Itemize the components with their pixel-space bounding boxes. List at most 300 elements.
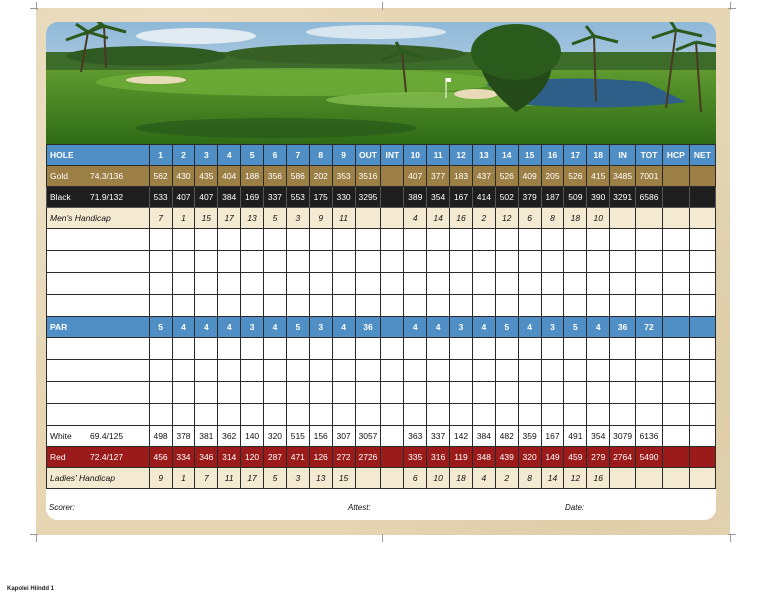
hole-number: TOT [636,145,663,166]
score-entry-cell[interactable] [587,295,610,317]
score-entry-cell[interactable] [381,295,404,317]
white-yardage-cell: 167 [541,426,564,447]
score-entry-cell[interactable] [518,404,541,426]
score-entry-cell[interactable] [149,404,172,426]
mens_hcp-cell: 16 [450,208,473,229]
white-tee-label [47,426,150,447]
score-entry-cell[interactable] [381,251,404,273]
white-yardage-cell: 381 [195,426,218,447]
score-entry-cell[interactable] [662,382,689,404]
score-entry-cell[interactable] [610,360,636,382]
score-entry-row [47,382,716,404]
score-entry-cell[interactable] [404,273,427,295]
ladies_hcp-cell: 5 [264,468,287,489]
mens_hcp-cell: 15 [195,208,218,229]
score-entry-cell[interactable] [332,382,355,404]
score-entry-cell[interactable] [264,229,287,251]
score-entry-cell[interactable] [241,360,264,382]
score-entry-cell[interactable] [381,360,404,382]
gold-yardage-cell: 3485 [610,166,636,187]
score-entry-cell[interactable] [427,360,450,382]
score-entry-cell[interactable] [309,382,332,404]
par-cell: 72 [636,317,663,338]
hole-number: HCP [662,145,689,166]
score-entry-cell[interactable] [195,382,218,404]
score-entry-cell[interactable] [427,251,450,273]
score-entry-cell[interactable] [541,404,564,426]
score-entry-cell[interactable] [264,338,287,360]
score-entry-cell[interactable] [472,360,495,382]
score-entry-cell[interactable] [149,338,172,360]
score-entry-cell[interactable] [218,404,241,426]
score-entry-cell[interactable] [355,382,381,404]
score-entry-cell[interactable] [47,273,150,295]
score-entry-cell[interactable] [149,251,172,273]
mens_hcp-cell: 13 [241,208,264,229]
score-entry-cell[interactable] [264,382,287,404]
score-entry-cell[interactable] [332,229,355,251]
gold-yardage-cell: 205 [541,166,564,187]
score-entry-cell[interactable] [541,382,564,404]
score-entry-cell[interactable] [195,338,218,360]
score-entry-cell[interactable] [172,295,195,317]
score-entry-cell[interactable] [564,360,587,382]
score-entry-cell[interactable] [218,382,241,404]
score-entry-cell[interactable] [241,229,264,251]
score-entry-cell[interactable] [404,295,427,317]
score-entry-cell[interactable] [610,295,636,317]
score-entry-cell[interactable] [450,251,473,273]
white-yardage-cell: 3079 [610,426,636,447]
score-entry-cell[interactable] [218,229,241,251]
white-course-rating: 69.4/125 [90,431,124,441]
score-entry-cell[interactable] [518,360,541,382]
score-entry-cell[interactable] [541,251,564,273]
score-entry-cell[interactable] [518,229,541,251]
black-yardage-cell [381,187,404,208]
score-entry-cell[interactable] [427,404,450,426]
score-entry-cell[interactable] [564,338,587,360]
score-entry-cell[interactable] [264,295,287,317]
par-cell: 3 [450,317,473,338]
score-entry-cell[interactable] [381,338,404,360]
score-entry-cell[interactable] [404,338,427,360]
gold-yardage-cell: 409 [518,166,541,187]
score-entry-cell[interactable] [172,382,195,404]
black-yardage-cell: 384 [218,187,241,208]
score-entry-cell[interactable] [427,382,450,404]
crop-mark [730,534,731,542]
score-entry-cell[interactable] [264,273,287,295]
score-entry-cell[interactable] [472,251,495,273]
ladies_hcp-cell: 17 [241,468,264,489]
white-tee-row [47,426,716,447]
white-yardage-cell: 142 [450,426,473,447]
score-entry-cell[interactable] [309,404,332,426]
score-entry-cell[interactable] [286,404,309,426]
hole-number: 13 [472,145,495,166]
par-cell: 4 [472,317,495,338]
score-entry-cell[interactable] [309,295,332,317]
score-entry-cell[interactable] [472,382,495,404]
crop-mark [36,534,37,542]
white-yardage-cell: 362 [218,426,241,447]
black-yardage-cell: 337 [264,187,287,208]
mens_hcp-cell: 3 [286,208,309,229]
score-entry-cell[interactable] [472,295,495,317]
score-entry-cell[interactable] [662,273,689,295]
score-entry-cell[interactable] [218,360,241,382]
white-yardage-cell: 491 [564,426,587,447]
red-course-rating: 72.4/127 [90,452,124,462]
crop-mark [382,534,383,542]
signature-row [46,497,716,520]
score-entry-cell[interactable] [286,360,309,382]
score-entry-cell[interactable] [662,360,689,382]
score-entry-cell[interactable] [450,295,473,317]
score-entry-cell[interactable] [472,338,495,360]
score-entry-cell[interactable] [450,382,473,404]
score-entry-cell[interactable] [636,360,663,382]
score-entry-cell[interactable] [309,338,332,360]
score-entry-cell[interactable] [47,338,150,360]
white-yardage-cell: 384 [472,426,495,447]
mens_hcp-cell [610,208,636,229]
score-entry-cell[interactable] [427,273,450,295]
score-entry-cell[interactable] [518,251,541,273]
black-yardage-cell: 169 [241,187,264,208]
score-entry-cell[interactable] [472,273,495,295]
score-entry-cell[interactable] [195,295,218,317]
hole-header-row [47,145,716,166]
score-entry-cell[interactable] [332,360,355,382]
score-entry-cell[interactable] [587,273,610,295]
score-entry-cell[interactable] [472,404,495,426]
hole-number: 9 [332,145,355,166]
score-entry-cell[interactable] [495,229,518,251]
crop-mark [382,2,383,10]
score-entry-row [47,338,716,360]
white-yardage-cell: 3057 [355,426,381,447]
mens_hcp-cell: 8 [541,208,564,229]
score-entry-cell[interactable] [610,338,636,360]
score-entry-cell[interactable] [662,295,689,317]
score-entry-cell[interactable] [518,338,541,360]
score-entry-cell[interactable] [427,229,450,251]
score-entry-cell[interactable] [195,404,218,426]
score-entry-cell[interactable] [636,295,663,317]
score-entry-cell[interactable] [518,295,541,317]
score-entry-cell[interactable] [610,404,636,426]
score-entry-cell[interactable] [241,404,264,426]
hole-number: 4 [218,145,241,166]
score-entry-cell[interactable] [404,382,427,404]
score-entry-cell[interactable] [689,295,715,317]
score-entry-cell[interactable] [149,382,172,404]
white-yardage-cell [662,426,689,447]
score-entry-cell[interactable] [286,251,309,273]
hole-number: 16 [541,145,564,166]
black-yardage-cell: 553 [286,187,309,208]
score-entry-cell[interactable] [332,273,355,295]
score-entry-cell[interactable] [689,382,715,404]
score-entry-cell[interactable] [309,229,332,251]
score-entry-cell[interactable] [541,273,564,295]
score-entry-cell[interactable] [332,404,355,426]
gold-yardage-cell: 356 [264,166,287,187]
black-yardage-cell [662,187,689,208]
score-entry-cell[interactable] [218,251,241,273]
par-cell: 4 [427,317,450,338]
scorecard-table [46,144,716,489]
score-entry-cell[interactable] [404,251,427,273]
score-entry-cell[interactable] [381,404,404,426]
score-entry-cell[interactable] [241,295,264,317]
score-entry-cell[interactable] [286,338,309,360]
score-entry-cell[interactable] [195,229,218,251]
score-entry-cell[interactable] [355,295,381,317]
score-entry-cell[interactable] [472,229,495,251]
ladies_hcp-cell: 4 [472,468,495,489]
score-entry-cell[interactable] [564,295,587,317]
score-entry-cell[interactable] [149,295,172,317]
gold-yardage-cell: 183 [450,166,473,187]
ladies_hcp-cell: 14 [541,468,564,489]
red-tee-row [47,447,716,468]
score-entry-cell[interactable] [427,295,450,317]
score-entry-cell[interactable] [218,273,241,295]
score-entry-cell[interactable] [636,273,663,295]
score-entry-cell[interactable] [610,273,636,295]
score-entry-cell[interactable] [495,251,518,273]
score-entry-cell[interactable] [172,229,195,251]
ladies_hcp-cell: 9 [149,468,172,489]
ladies_hcp-cell: 3 [286,468,309,489]
score-entry-cell[interactable] [541,338,564,360]
score-entry-cell[interactable] [689,360,715,382]
score-entry-cell[interactable] [587,338,610,360]
score-entry-cell[interactable] [689,273,715,295]
score-entry-cell[interactable] [264,251,287,273]
score-entry-cell[interactable] [404,360,427,382]
score-entry-cell[interactable] [541,295,564,317]
hole-number: 11 [427,145,450,166]
score-entry-cell[interactable] [218,295,241,317]
score-entry-cell[interactable] [564,404,587,426]
score-entry-cell[interactable] [450,229,473,251]
score-entry-cell[interactable] [518,382,541,404]
black-yardage-cell: 390 [587,187,610,208]
score-entry-cell[interactable] [355,338,381,360]
score-entry-cell[interactable] [636,382,663,404]
par-cell: 5 [495,317,518,338]
score-entry-cell[interactable] [689,338,715,360]
score-entry-cell[interactable] [172,404,195,426]
score-entry-cell[interactable] [610,229,636,251]
score-entry-cell[interactable] [332,338,355,360]
score-entry-cell[interactable] [286,229,309,251]
score-entry-cell[interactable] [286,273,309,295]
score-entry-cell[interactable] [564,229,587,251]
score-entry-cell[interactable] [332,251,355,273]
score-entry-cell[interactable] [355,251,381,273]
score-entry-cell[interactable] [241,251,264,273]
score-entry-cell[interactable] [495,295,518,317]
score-entry-cell[interactable] [241,273,264,295]
ladies_hcp-cell [662,468,689,489]
score-entry-cell[interactable] [241,382,264,404]
gold-yardage-cell: 586 [286,166,309,187]
score-entry-row [47,295,716,317]
score-entry-cell[interactable] [47,251,150,273]
score-entry-cell[interactable] [564,382,587,404]
white-yardage-cell: 515 [286,426,309,447]
score-entry-cell[interactable] [564,251,587,273]
score-entry-cell[interactable] [541,360,564,382]
score-entry-cell[interactable] [195,251,218,273]
score-entry-cell[interactable] [309,251,332,273]
score-entry-cell[interactable] [662,229,689,251]
score-entry-cell[interactable] [689,229,715,251]
score-entry-cell[interactable] [149,229,172,251]
par-cell [689,317,715,338]
score-entry-cell[interactable] [355,229,381,251]
red-yardage-cell [662,447,689,468]
score-entry-cell[interactable] [427,338,450,360]
score-entry-cell[interactable] [149,273,172,295]
score-entry-cell[interactable] [610,251,636,273]
score-entry-cell[interactable] [495,338,518,360]
black-tee-name: Black [50,192,71,202]
hole-number: 8 [309,145,332,166]
score-entry-cell[interactable] [587,382,610,404]
gold-tee-name: Gold [50,171,68,181]
score-entry-cell[interactable] [355,404,381,426]
score-entry-cell[interactable] [381,229,404,251]
red-yardage-cell: 471 [286,447,309,468]
ladies_hcp-cell [381,468,404,489]
hole-number: 5 [241,145,264,166]
score-entry-cell[interactable] [662,251,689,273]
white-yardage-cell: 307 [332,426,355,447]
score-entry-cell[interactable] [689,404,715,426]
ladies_hcp-cell: 1 [172,468,195,489]
crop-mark [30,8,38,9]
score-entry-cell[interactable] [381,382,404,404]
score-entry-cell[interactable] [241,338,264,360]
score-entry-cell[interactable] [450,273,473,295]
score-entry-cell[interactable] [149,360,172,382]
score-entry-row [47,251,716,273]
score-entry-cell[interactable] [587,360,610,382]
score-entry-cell[interactable] [355,360,381,382]
score-entry-cell[interactable] [195,273,218,295]
par-cell: 5 [564,317,587,338]
score-entry-cell[interactable] [541,229,564,251]
ladies-handicap-row [47,468,716,489]
score-entry-cell[interactable] [662,338,689,360]
score-entry-cell[interactable] [587,229,610,251]
score-entry-cell[interactable] [495,404,518,426]
score-entry-cell[interactable] [518,273,541,295]
score-entry-cell[interactable] [47,360,150,382]
gold-yardage-cell: 430 [172,166,195,187]
par-cell: 5 [149,317,172,338]
score-entry-cell[interactable] [47,404,150,426]
score-entry-cell[interactable] [264,404,287,426]
score-entry-cell[interactable] [495,273,518,295]
score-entry-cell[interactable] [662,404,689,426]
black-yardage-cell: 502 [495,187,518,208]
score-entry-cell[interactable] [381,273,404,295]
score-entry-cell[interactable] [450,404,473,426]
score-entry-cell[interactable] [587,251,610,273]
white-yardage-cell: 498 [149,426,172,447]
gold-course-rating: 74.3/136 [90,171,124,181]
red-yardage-cell: 320 [518,447,541,468]
score-entry-cell[interactable] [564,273,587,295]
white-yardage-cell: 359 [518,426,541,447]
score-entry-cell[interactable] [355,273,381,295]
score-entry-cell[interactable] [309,360,332,382]
score-entry-cell[interactable] [172,273,195,295]
par-cell: 36 [610,317,636,338]
score-entry-cell[interactable] [286,382,309,404]
score-entry-cell[interactable] [495,382,518,404]
score-entry-cell[interactable] [636,229,663,251]
score-entry-cell[interactable] [286,295,309,317]
score-entry-cell[interactable] [47,229,150,251]
white-tee-name: White [50,431,72,441]
score-entry-cell[interactable] [450,360,473,382]
mens_hcp-cell: 12 [495,208,518,229]
ladies_hcp-cell: 15 [332,468,355,489]
score-entry-cell[interactable] [309,273,332,295]
score-entry-cell[interactable] [689,251,715,273]
hole-number: 12 [450,145,473,166]
score-entry-cell[interactable] [332,295,355,317]
red-yardage-cell: 287 [264,447,287,468]
score-entry-cell[interactable] [47,382,150,404]
score-entry-cell[interactable] [404,404,427,426]
score-entry-cell[interactable] [636,404,663,426]
score-entry-cell[interactable] [195,360,218,382]
score-entry-cell[interactable] [587,404,610,426]
score-entry-cell[interactable] [47,295,150,317]
mens_hcp-cell [636,208,663,229]
score-entry-cell[interactable] [450,338,473,360]
ladies_hcp-cell: 18 [450,468,473,489]
mens_hcp-cell: 7 [149,208,172,229]
score-entry-cell[interactable] [636,338,663,360]
course-photo [46,22,716,144]
mens_hcp-label: Men's Handicap [47,208,150,229]
score-entry-cell[interactable] [636,251,663,273]
score-entry-cell[interactable] [404,229,427,251]
score-entry-cell[interactable] [172,251,195,273]
red-yardage-cell: 334 [172,447,195,468]
black-yardage-cell: 389 [404,187,427,208]
score-entry-cell[interactable] [610,382,636,404]
score-entry-cell[interactable] [172,338,195,360]
score-entry-cell[interactable] [172,360,195,382]
white-yardage-cell: 156 [309,426,332,447]
par-cell: 4 [195,317,218,338]
score-entry-cell[interactable] [264,360,287,382]
hole-number: 15 [518,145,541,166]
score-entry-cell[interactable] [218,338,241,360]
score-entry-cell[interactable] [495,360,518,382]
